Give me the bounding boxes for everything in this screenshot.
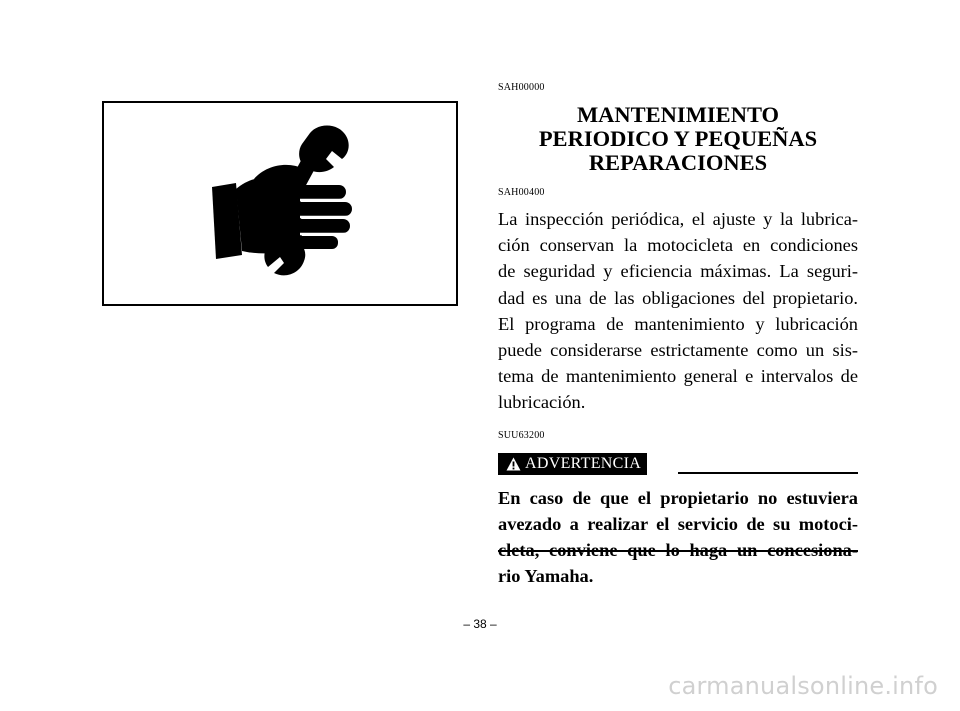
page-number: – 38 –: [463, 617, 497, 631]
warning-line: avezado a realizar el servicio de su motoci-: [498, 513, 858, 534]
title-line: REPARACIONES: [588, 150, 768, 175]
warning-header-rule: [678, 472, 858, 474]
text-line: de seguridad y eficiencia máximas. La seguri-: [498, 261, 858, 282]
text-line: lubricación.: [498, 392, 586, 413]
text-line: dad es una de las obligaciones del propietario.: [498, 287, 858, 308]
warning-triangle-icon: [506, 457, 521, 471]
text-line: tema de mantenimiento general e intervalos de: [498, 366, 858, 387]
warning-bottom-rule: [498, 550, 858, 552]
warning-header: [498, 453, 858, 475]
warning-badge: [498, 453, 647, 475]
page-title: [498, 103, 858, 175]
content-column: [498, 82, 858, 589]
warning-line: rio Yamaha.: [498, 566, 594, 587]
intro-code: SAH00400: [498, 187, 545, 198]
text-line: puede considerarse estrictamente como un sis-: [498, 340, 858, 361]
section-code: SAH00000: [498, 82, 545, 93]
illustration-box: [102, 101, 458, 306]
watermark: carmanualsonline.info: [668, 672, 938, 700]
warning-line: cleta, conviene que lo haga un concesiona-: [498, 540, 858, 561]
hand-holding-wrench-icon: [104, 103, 456, 304]
warning-label: ADVERTENCIA: [525, 454, 642, 472]
text-line: El programa de mantenimiento y lubricación: [498, 313, 858, 334]
text-line: La inspección periódica, el ajuste y la lubrica-: [498, 209, 858, 229]
title-line: MANTENIMIENTO: [576, 102, 780, 127]
warning-text: [498, 485, 858, 590]
warning-code: SUU63200: [498, 429, 545, 441]
intro-paragraph: [498, 206, 858, 416]
warning-line: En caso de que el propietario no estuviera: [498, 487, 858, 508]
title-line: PERIODICO Y PEQUEÑAS: [538, 126, 818, 151]
text-line: ción conservan la motocicleta en condiciones: [498, 235, 858, 256]
